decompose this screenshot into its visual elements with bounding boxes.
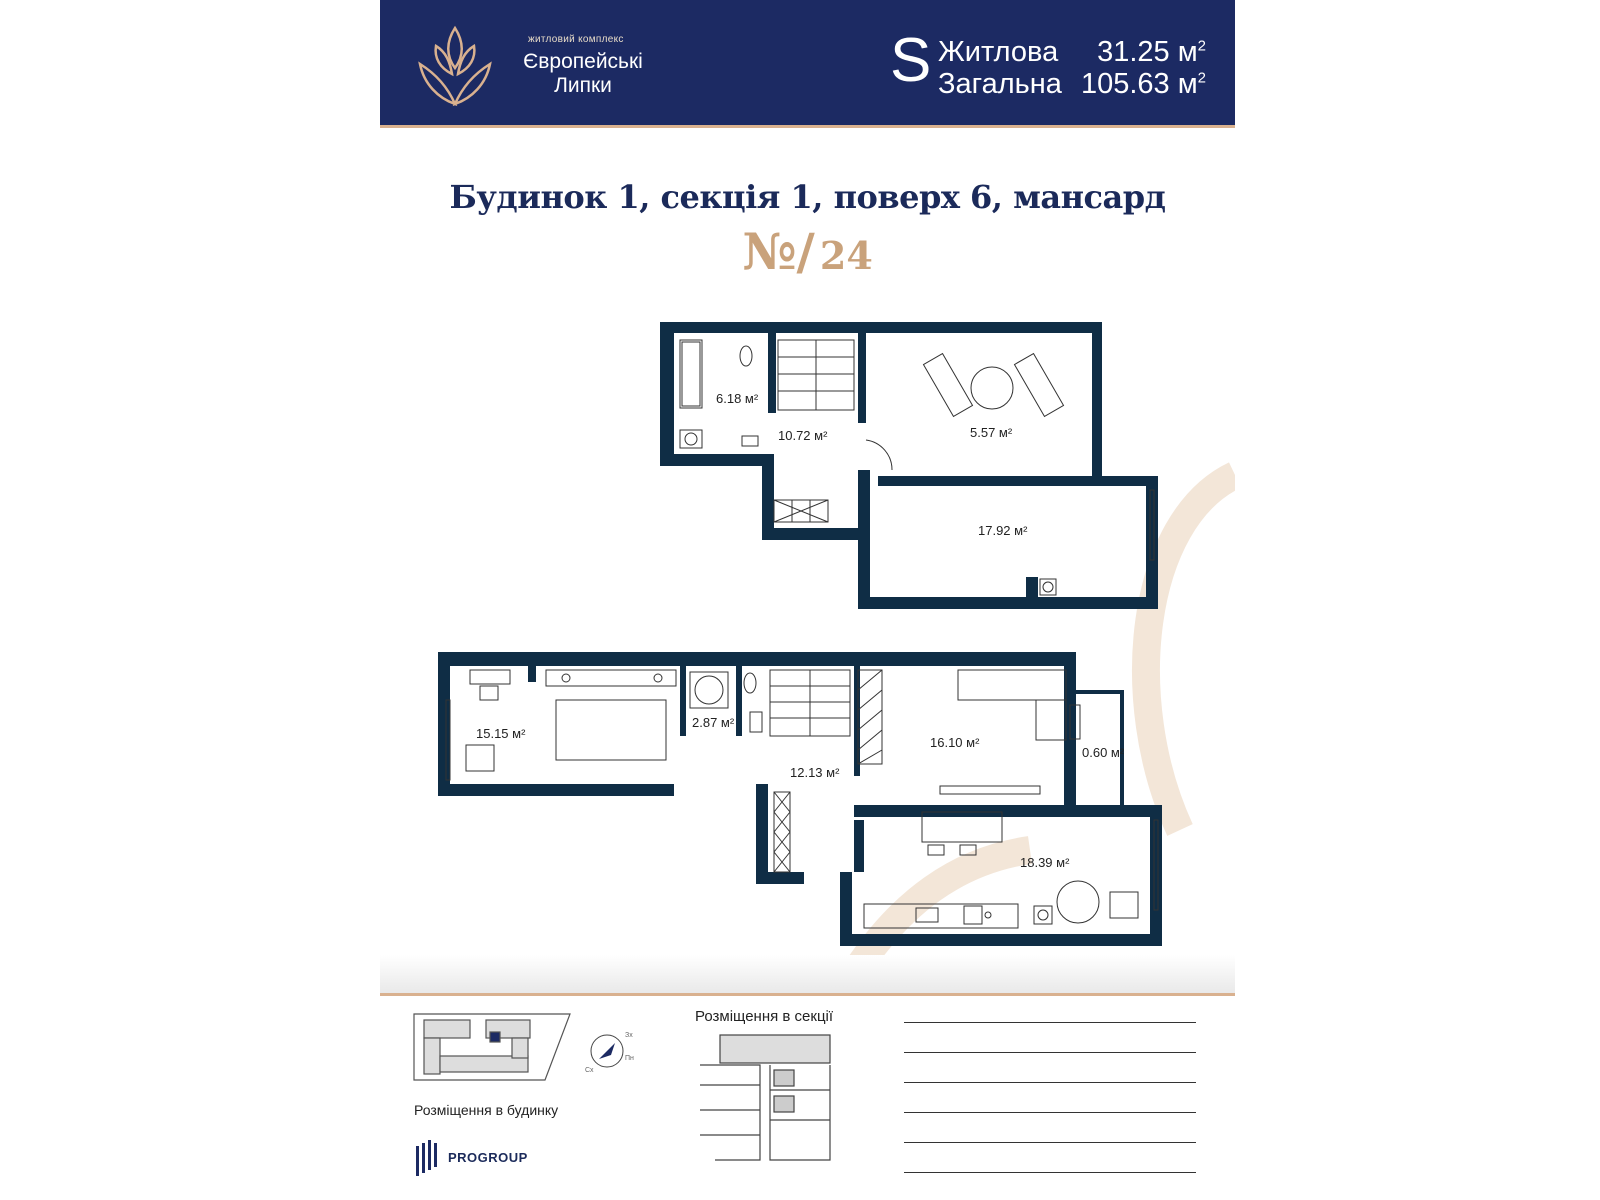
room-area-label: 17.92 м² xyxy=(978,523,1028,538)
compass-east: Пн xyxy=(625,1055,634,1062)
room-area-label: 5.57 м² xyxy=(970,425,1013,440)
header-banner xyxy=(380,0,1235,128)
apartment-number-prefix: №/ xyxy=(742,222,815,281)
living-area-label: Житлова xyxy=(938,36,1059,68)
room-area-label: 10.72 м² xyxy=(778,428,828,443)
notes-line xyxy=(904,1142,1196,1143)
room-area-label: 2.87 м² xyxy=(692,715,735,730)
building-location-map xyxy=(410,1010,580,1085)
upper-level-plan xyxy=(660,322,1158,609)
lower-level-plan xyxy=(438,652,1162,946)
room-area-label: 18.39 м² xyxy=(1020,855,1070,870)
living-area-row xyxy=(938,36,1206,69)
floor-plan-sheet xyxy=(380,0,1235,1200)
building-location-label: Розміщення в будинку xyxy=(414,1102,559,1118)
lower-level-fixtures xyxy=(446,670,1158,928)
notes-line xyxy=(904,1052,1196,1053)
bottom-fade xyxy=(380,955,1235,993)
brand-name xyxy=(508,50,658,98)
apartment-number-value: 24 xyxy=(819,233,873,278)
section-location-label: Розміщення в секції xyxy=(695,1008,834,1025)
page-title: Будинок 1, секція 1, поверх 6, мансард xyxy=(449,178,1166,216)
total-area-value: 105.63 $м^2$ xyxy=(1080,68,1206,100)
room-area-label: 15.15 м² xyxy=(476,726,526,741)
compass-icon xyxy=(585,1026,640,1076)
living-area-value: 31.25 $м^2$ xyxy=(1097,36,1206,68)
brand-line-2: Липки xyxy=(554,74,612,97)
lotus-logo-icon xyxy=(414,24,496,112)
apartment-number xyxy=(380,222,1235,281)
room-area-label: 6.18 м² xyxy=(716,391,759,406)
developer-name: PROGROUP xyxy=(448,1150,528,1165)
notes-line xyxy=(904,1082,1196,1083)
compass-north: Зх xyxy=(625,1032,633,1039)
room-area-label: 12.13 м² xyxy=(790,765,840,780)
floor-plan-drawing xyxy=(380,300,1235,980)
brand-line-1: Європейські xyxy=(523,50,643,73)
area-symbol: S xyxy=(890,26,932,95)
notes-line xyxy=(904,1112,1196,1113)
total-area-row xyxy=(938,68,1206,101)
footer-divider xyxy=(380,993,1235,996)
notes-line xyxy=(904,1172,1196,1173)
total-area-label: Загальна xyxy=(938,68,1062,100)
notes-line xyxy=(904,1022,1196,1023)
brand-subtitle: житловий комплекс xyxy=(528,34,624,45)
progroup-logo-icon xyxy=(416,1140,444,1176)
room-area-label: 16.10 м² xyxy=(930,735,980,750)
compass-south: Сх xyxy=(585,1067,594,1074)
upper-level-fixtures xyxy=(680,340,1154,595)
room-area-label: 0.60 м² xyxy=(1082,745,1125,760)
section-location-map xyxy=(690,1030,840,1170)
